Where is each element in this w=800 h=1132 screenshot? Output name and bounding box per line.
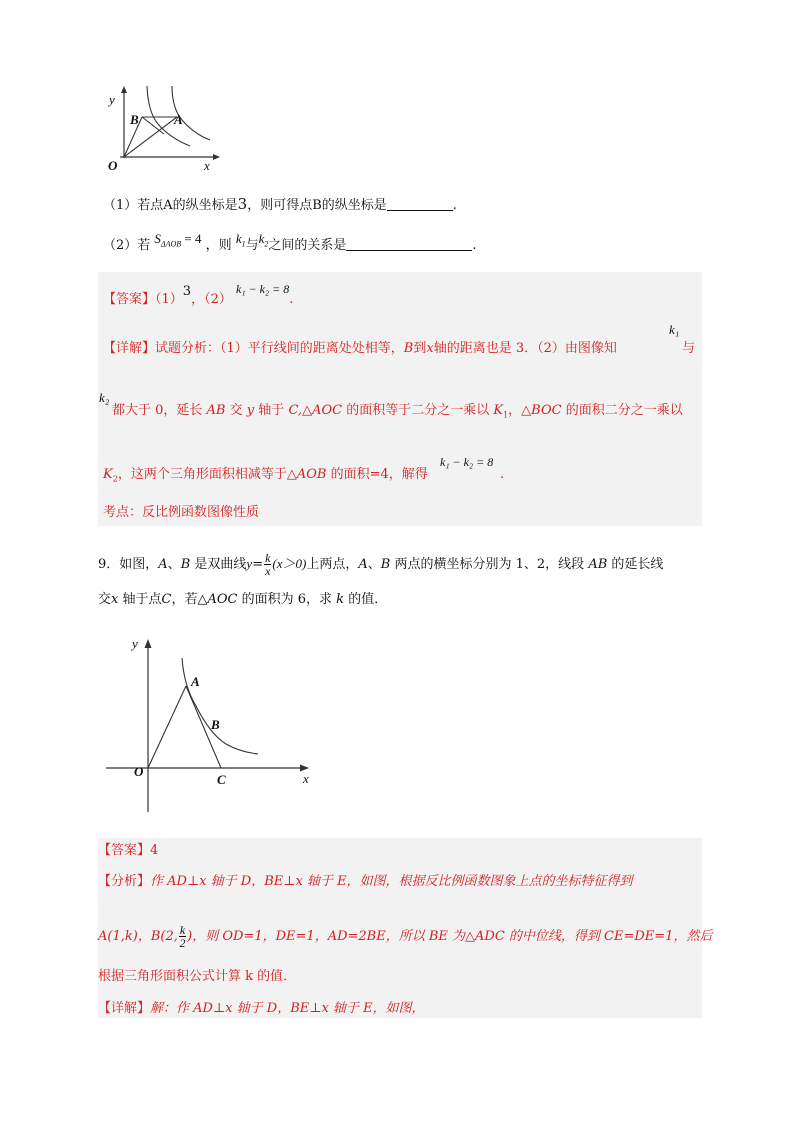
fig2-y-label: y: [132, 636, 138, 651]
fig1-y-label: y: [109, 92, 115, 107]
question-1-line: （1）若点A的纵坐标是3，则可得点B的纵坐标是 .: [103, 195, 457, 213]
q9-fraction: $\frac{k}{x}$: [265, 551, 271, 578]
detail-1-expr: k₁ − k₂ = 8: [440, 455, 494, 469]
fig1-o-label: O: [108, 158, 118, 173]
q1-blank: [387, 197, 453, 211]
answer-2-value: 4: [150, 843, 159, 858]
figure-2-hyperbola-graph: [100, 636, 320, 816]
detail-tag: 【详解】: [103, 341, 156, 356]
fig2-o-label: O: [134, 764, 144, 779]
detail-1-line-2: 都大于 0，延长 AB 交 y 轴于 C,△AOC 的面积等于二分之一乘以 $K_1$，△BOC 的面积二分之一乘以: [112, 403, 683, 420]
analysis-tag: 【分析】: [98, 874, 151, 889]
answer-1-line: 【答案】（1）3，（2） k₁ − k₂ = 8.: [103, 282, 294, 307]
question-9-line-2: 交x 轴于点C，若△AOC 的面积为 6，求 k 的值．: [98, 592, 388, 607]
question-2-line: （2）若 $S_{\Delta AOB} = 4$ ，则 $k_1$与$k_2$之间的关系是 .: [103, 231, 477, 253]
kaodian-line: 考点：反比例函数图像性质: [103, 505, 260, 520]
answer-2-tag: 【答案】: [98, 843, 151, 858]
detail-2-tag: 【详解】: [98, 1001, 151, 1016]
answer-1-expr: k₁ − k₂ = 8: [236, 282, 290, 296]
fig1-a-label: A: [174, 112, 183, 127]
fig1-x-label: x: [204, 158, 210, 173]
fig1-b-label: B: [130, 112, 139, 127]
answer-tag: 【答案】: [103, 292, 156, 307]
q2-blank: [346, 237, 472, 251]
fig2-b-label: B: [211, 717, 220, 732]
fig2-x-label: x: [303, 771, 309, 786]
detail-2-line: 【详解】解：作 AD⊥x 轴于 D，BE⊥x 轴于 E，如图，: [98, 1001, 425, 1016]
analysis-line-3: 根据三角形面积公式计算 k 的值．: [98, 969, 297, 984]
detail-1-line-1: 【详解】试题分析：（1）平行线间的距离处处相等，B到x轴的距离也是 3．（2）由图像知: [103, 341, 617, 356]
analysis-line-2: A(1,k)，B(2, $\frac{k}{2}$ )，则 OD=1，DE=1，AD=2BE，所以 BE 为△ADC 的中位线，得到 CE=DE=1，然后: [98, 923, 713, 950]
q1-value: 3: [237, 195, 248, 213]
figure-1-hyperbola-graph: [100, 84, 230, 174]
fig2-a-label: A: [191, 674, 200, 689]
answer-2-line: [98, 842, 158, 860]
analysis-line-1: 【分析】作 AD⊥x 轴于 D，BE⊥x 轴于 E，如图，根据反比例函数图象上点的坐标特征得到: [98, 874, 633, 889]
detail-1-line-3: $K_2$，这两个三角形面积相减等于△AOB 的面积=4，解得: [103, 467, 428, 484]
s-aob-expr: $S_{\Delta AOB} = 4$: [154, 231, 202, 249]
question-9-line-1: 9．如图，A、B 是双曲线y= $\frac{k}{x}$ (x＞0)上两点，A、B 两点的横坐标分别为 1、2，线段 AB 的延长线: [98, 551, 664, 578]
fig2-c-label: C: [217, 772, 226, 787]
